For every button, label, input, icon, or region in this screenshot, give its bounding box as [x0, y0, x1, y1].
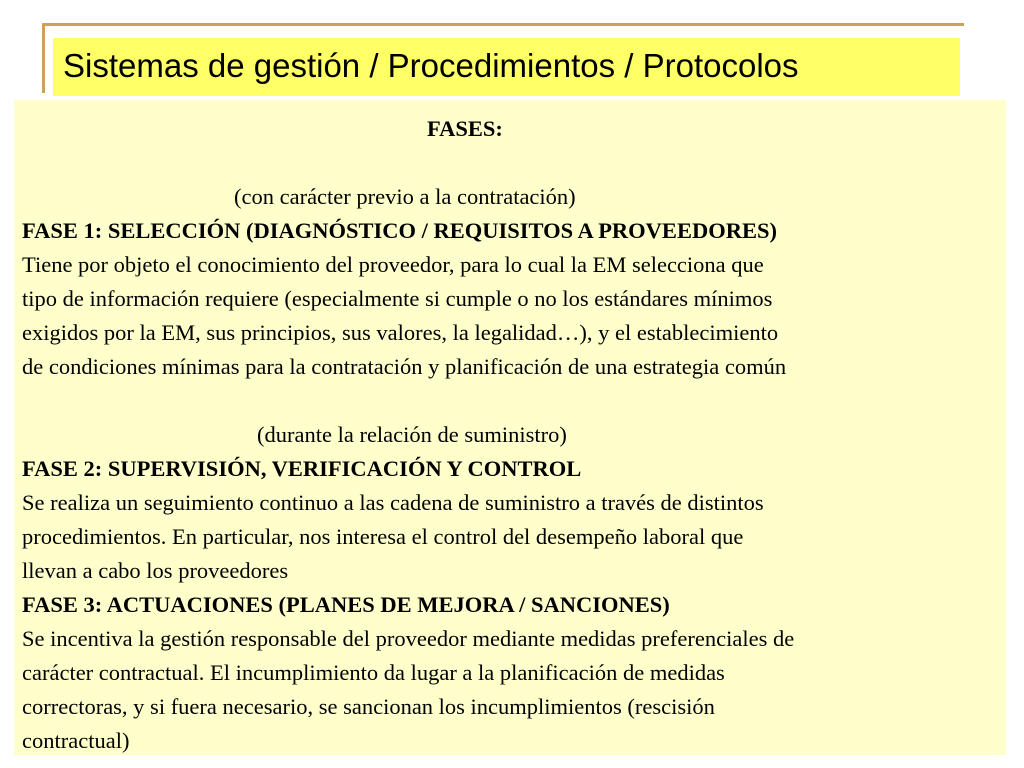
phase1-line: tipo de información requiere (especialmente si cumple o no los estándares mínimos	[22, 286, 773, 311]
phase1-line: exigidos por la EM, sus principios, sus valores, la legalidad…), y el establecimiento	[22, 320, 779, 345]
phase3-line: correctoras, y si fuera necesario, se sancionan los incumplimientos (rescisión	[22, 694, 715, 719]
content-panel	[14, 100, 1006, 755]
title-banner	[53, 38, 960, 96]
phase3-line: carácter contractual. El incumplimiento da lugar a la planificación de medidas	[22, 660, 725, 685]
phase3-line: contractual)	[22, 728, 130, 753]
phase1-context: (con carácter previo a la contratación)	[234, 184, 576, 209]
phase1-line: Tiene por objeto el conocimiento del proveedor, para lo cual la EM selecciona que	[22, 252, 764, 277]
phase1-line: de condiciones mínimas para la contratación y planificación de una estrategia común	[22, 354, 787, 379]
slide-title: Sistemas de gestión / Procedimientos / Protocolos	[63, 47, 799, 84]
phase2-line: Se realiza un seguimiento continuo a las cadena de suministro a través de distintos	[22, 490, 764, 515]
phase3-heading: FASE 3: ACTUACIONES (PLANES DE MEJORA / SANCIONES)	[22, 592, 670, 617]
phase2-context: (durante la relación de suministro)	[257, 422, 567, 447]
spacer	[22, 384, 1000, 418]
phase2-heading: FASE 2: SUPERVISIÓN, VERIFICACIÓN Y CONTROL	[22, 456, 582, 481]
phase1-heading: FASE 1: SELECCIÓN (DIAGNÓSTICO / REQUISITOS A PROVEEDORES)	[22, 218, 777, 243]
spacer	[22, 146, 1000, 180]
frame-top-line	[42, 23, 964, 26]
phase3-line: Se incentiva la gestión responsable del proveedor mediante medidas preferenciales de	[22, 626, 795, 651]
fases-heading: FASES:	[427, 116, 503, 141]
phase2-line: llevan a cabo los proveedores	[22, 558, 289, 583]
frame-left-line	[42, 23, 45, 93]
content-text	[22, 112, 1000, 758]
phase2-line: procedimientos. En particular, nos interesa el control del desempeño laboral que	[22, 524, 744, 549]
